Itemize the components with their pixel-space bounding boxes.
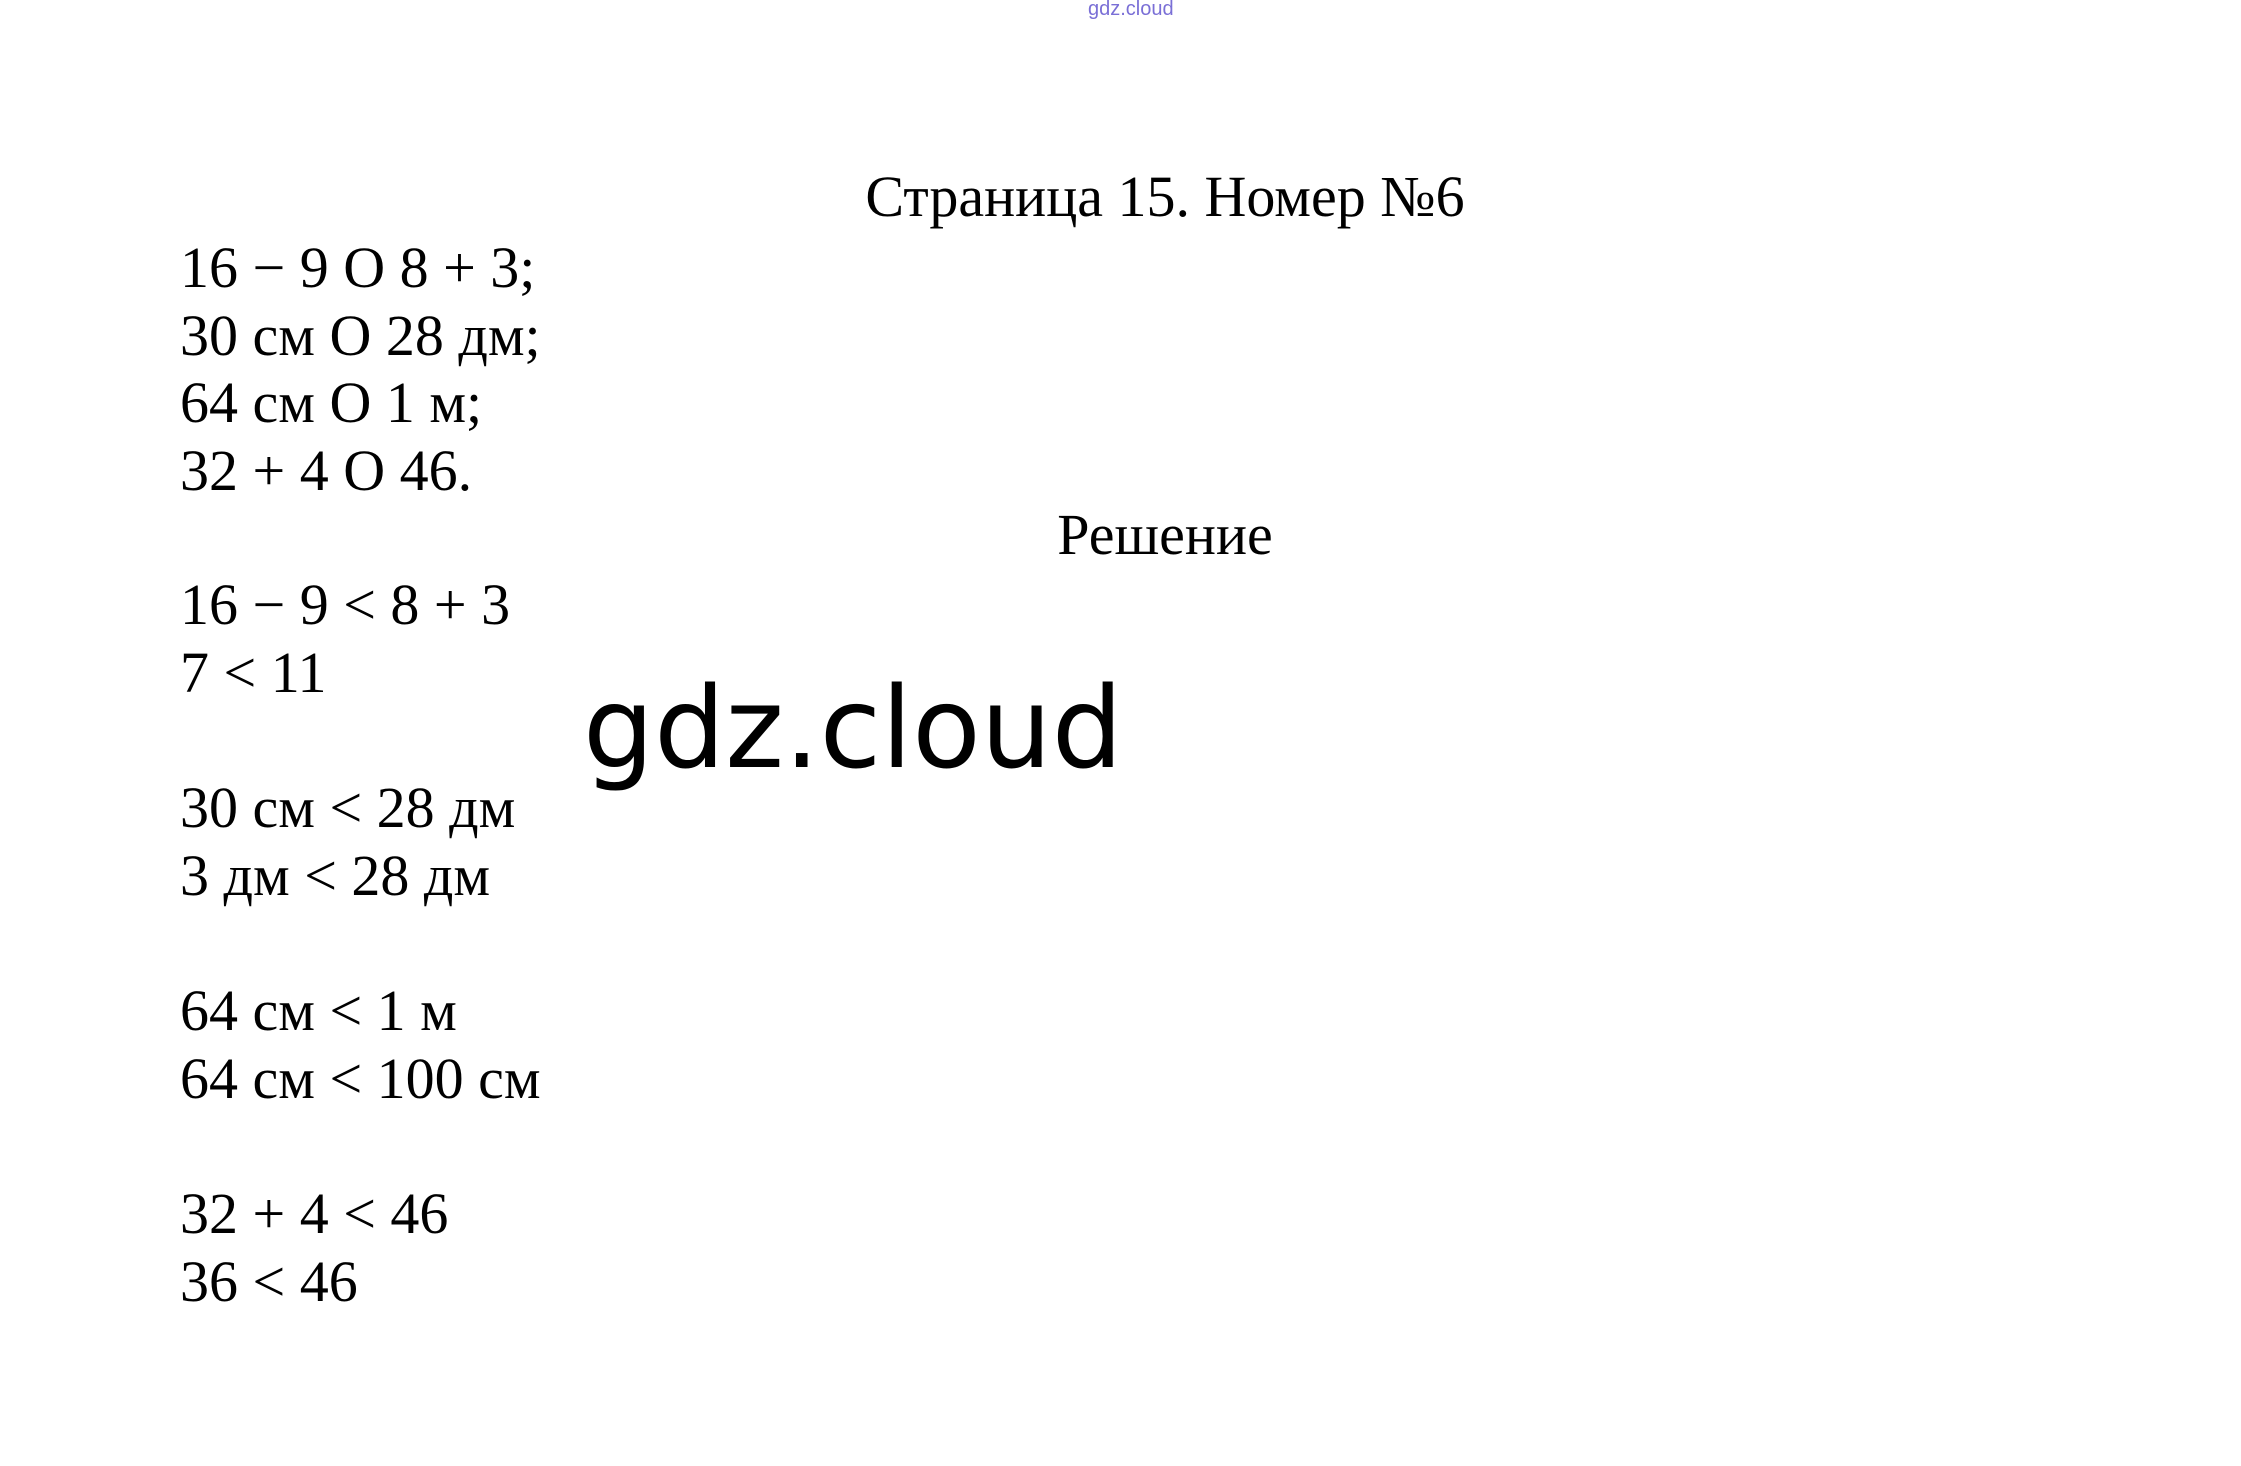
task-line: 16 − 9 O 8 + 3; [180,235,536,300]
solution-line: 32 + 4 < 46 [180,1181,449,1246]
task-line: 64 см O 1 м; [180,370,483,435]
site-link[interactable]: gdz.cloud [1088,0,1174,20]
solution-line: 7 < 11 [180,640,327,705]
solution-line: 64 см < 100 см [180,1046,541,1111]
watermark: gdz.cloud [583,664,1123,794]
solution-line: 3 дм < 28 дм [180,843,491,908]
solution-line: 64 см < 1 м [180,978,457,1043]
solution-line: 16 − 9 < 8 + 3 [180,572,511,637]
solution-line: 36 < 46 [180,1249,358,1314]
task-line: 32 + 4 O 46. [180,438,473,503]
page-title: Страница 15. Номер №6 [865,164,1465,229]
solution-line: 30 см < 28 дм [180,775,516,840]
solution-heading: Решение [1057,502,1273,567]
task-line: 30 см O 28 дм; [180,303,541,368]
